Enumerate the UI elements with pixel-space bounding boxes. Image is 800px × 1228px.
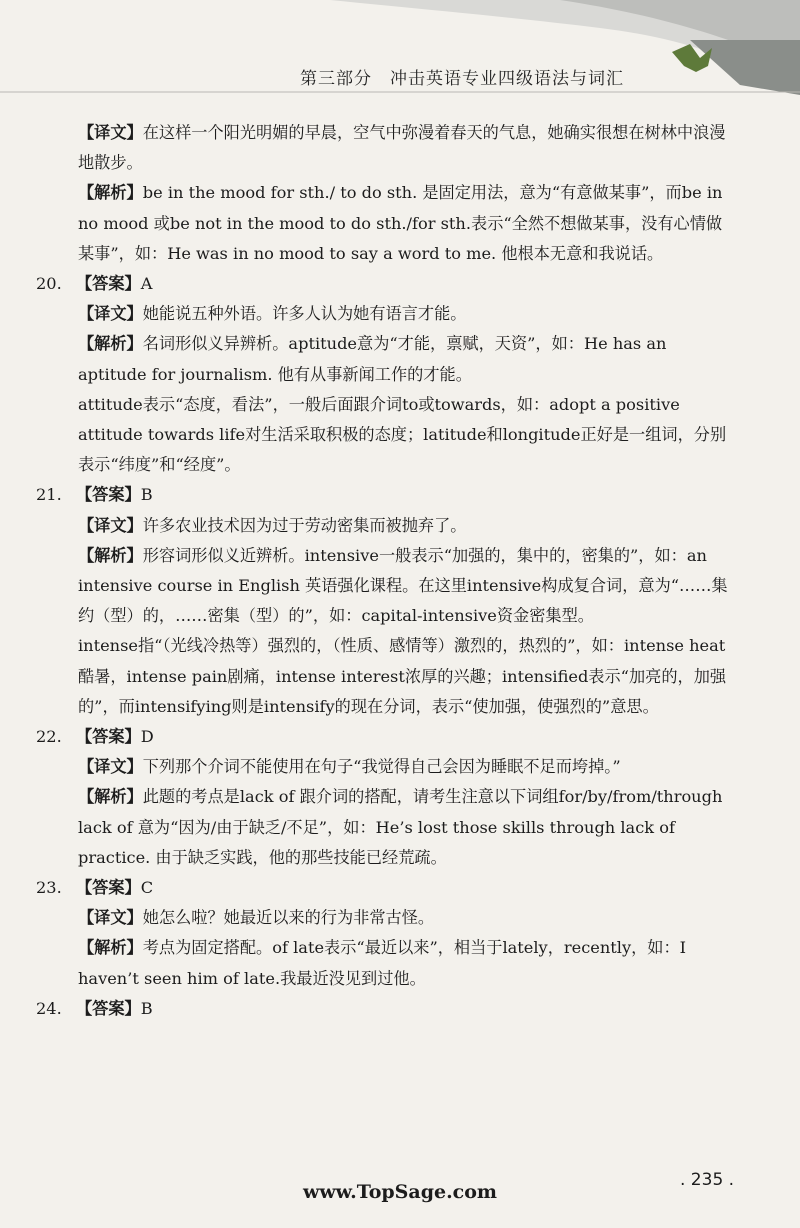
paragraph: [78, 118, 728, 178]
paragraph-text: 在这样一个阳光明媚的早晨，空气中弥漫着春天的气息，她确实很想在树林中浪漫地散步。: [78, 123, 726, 173]
paragraph-text: 形容词形似义近辨析。intensive一般表示“加强的，集中的，密集的”，如：an intensive course in English 英语强化课程。在这里intensive构成复合词，意为“……集约（型）的，……密集（型）的”，如：capital-intensive资金密集型。: [78, 545, 728, 626]
paragraph-text: B: [140, 998, 153, 1018]
section-tag: 【解析】: [78, 334, 143, 354]
page-number: . 235 .: [680, 1170, 735, 1190]
paragraph: [78, 752, 728, 782]
answer-line: [36, 269, 728, 299]
section-tag: 【答案】: [76, 485, 141, 505]
paragraph: [78, 933, 728, 993]
paragraph: [78, 178, 728, 269]
paragraph: [78, 390, 728, 481]
paragraph-text: 她怎么啦？她最近以来的行为非常古怪。: [142, 908, 435, 928]
section-tag: 【答案】: [76, 998, 141, 1018]
section-tag: 【译文】: [78, 515, 143, 535]
paragraph-text: A: [140, 274, 153, 294]
section-tag: 【译文】: [78, 123, 143, 142]
paragraph: [78, 329, 728, 389]
answer-line: [36, 480, 728, 510]
answer-line: [36, 994, 728, 1024]
paragraph-text: 考点为固定搭配。of late表示“最近以来”，相当于lately，recently，如：I haven’t seen him of late.我最近没见到过他。: [78, 938, 687, 988]
paragraph-text: attitude表示“态度，看法”，一般后面跟介词to或towards，如：adopt a positive attitude towards life对生活采取积极的态度；latitude和longitude正好是一组词，分别表示“纬度”和“经度”。: [78, 394, 727, 475]
question-number: 20.: [36, 274, 62, 294]
paragraph-text: intense指“（光线冷热等）强烈的，（性质、感情等）激烈的，热烈的”，如：intense heat酷暑，intense pain剧痛，intense interest浓厚的兴趣；intensified表示“加亮的，加强的”，而intensifying则是intensify的现在分词，表示“使加强，使强烈的”意思。: [78, 636, 727, 716]
paragraph-text: B: [140, 485, 153, 505]
answer-line: [36, 873, 728, 903]
section-tag: 【译文】: [78, 757, 143, 777]
paragraph: [78, 299, 728, 329]
section-tag: 【解析】: [78, 183, 143, 203]
question-number: 24.: [36, 998, 62, 1018]
paragraph-text: C: [140, 878, 154, 898]
paragraph-text: 名词形似义异辨析。aptitude意为“才能，禀赋，天资”，如：He has an aptitude for journalism. 他有从事新闻工作的才能。: [78, 334, 667, 384]
paragraph-text: 此题的考点是lack of 跟介词的搭配，请考生注意以下词组for/by/from/through lack of 意为“因为/由于缺乏/不足”，如：He’s lost those skills through lack of practice. 由于缺乏实践，他的那些技能已经荒疏。: [78, 787, 723, 867]
paragraph: [78, 782, 728, 873]
paragraph-text: 她能说五种外语。许多人认为她有语言才能。: [142, 304, 467, 324]
section-tag: 【解析】: [78, 545, 143, 565]
running-head: 第三部分 冲击英语专业四级语法与词汇: [300, 69, 624, 89]
paragraph-text: be in the mood for sth./ to do sth. 是固定用法，意为“有意做某事”，而be in no mood 或be not in the mood to do sth./for sth.表示“全然不想做某事，没有心情做某事”，如：He was in no mood to say a word to me. 他根本无意和我说话。: [78, 183, 723, 263]
question-number: 23.: [36, 878, 62, 898]
section-tag: 【答案】: [76, 727, 141, 747]
header-decoration: [0, 0, 800, 110]
paragraph: [78, 903, 728, 933]
footer-url: www.TopSage.com: [302, 1181, 498, 1203]
paragraph-text: 许多农业技术因为过于劳动密集而被抛弃了。: [142, 515, 467, 535]
section-tag: 【答案】: [76, 878, 141, 898]
section-tag: 【译文】: [78, 304, 143, 324]
paragraph: [78, 541, 728, 632]
answer-line: [36, 722, 728, 752]
section-tag: 【解析】: [78, 938, 143, 958]
paragraph-text: 下列那个介词不能使用在句子“我觉得自己会因为睡眠不足而垮掉。”: [142, 757, 621, 777]
question-number: 22.: [36, 727, 62, 747]
paragraph: [78, 511, 728, 541]
section-tag: 【答案】: [76, 274, 141, 294]
section-tag: 【解析】: [78, 787, 143, 807]
question-number: 21.: [36, 485, 62, 505]
paragraph-text: D: [140, 727, 154, 747]
paragraph: [78, 631, 728, 722]
page-body: [36, 118, 728, 1024]
section-tag: 【译文】: [78, 908, 143, 928]
